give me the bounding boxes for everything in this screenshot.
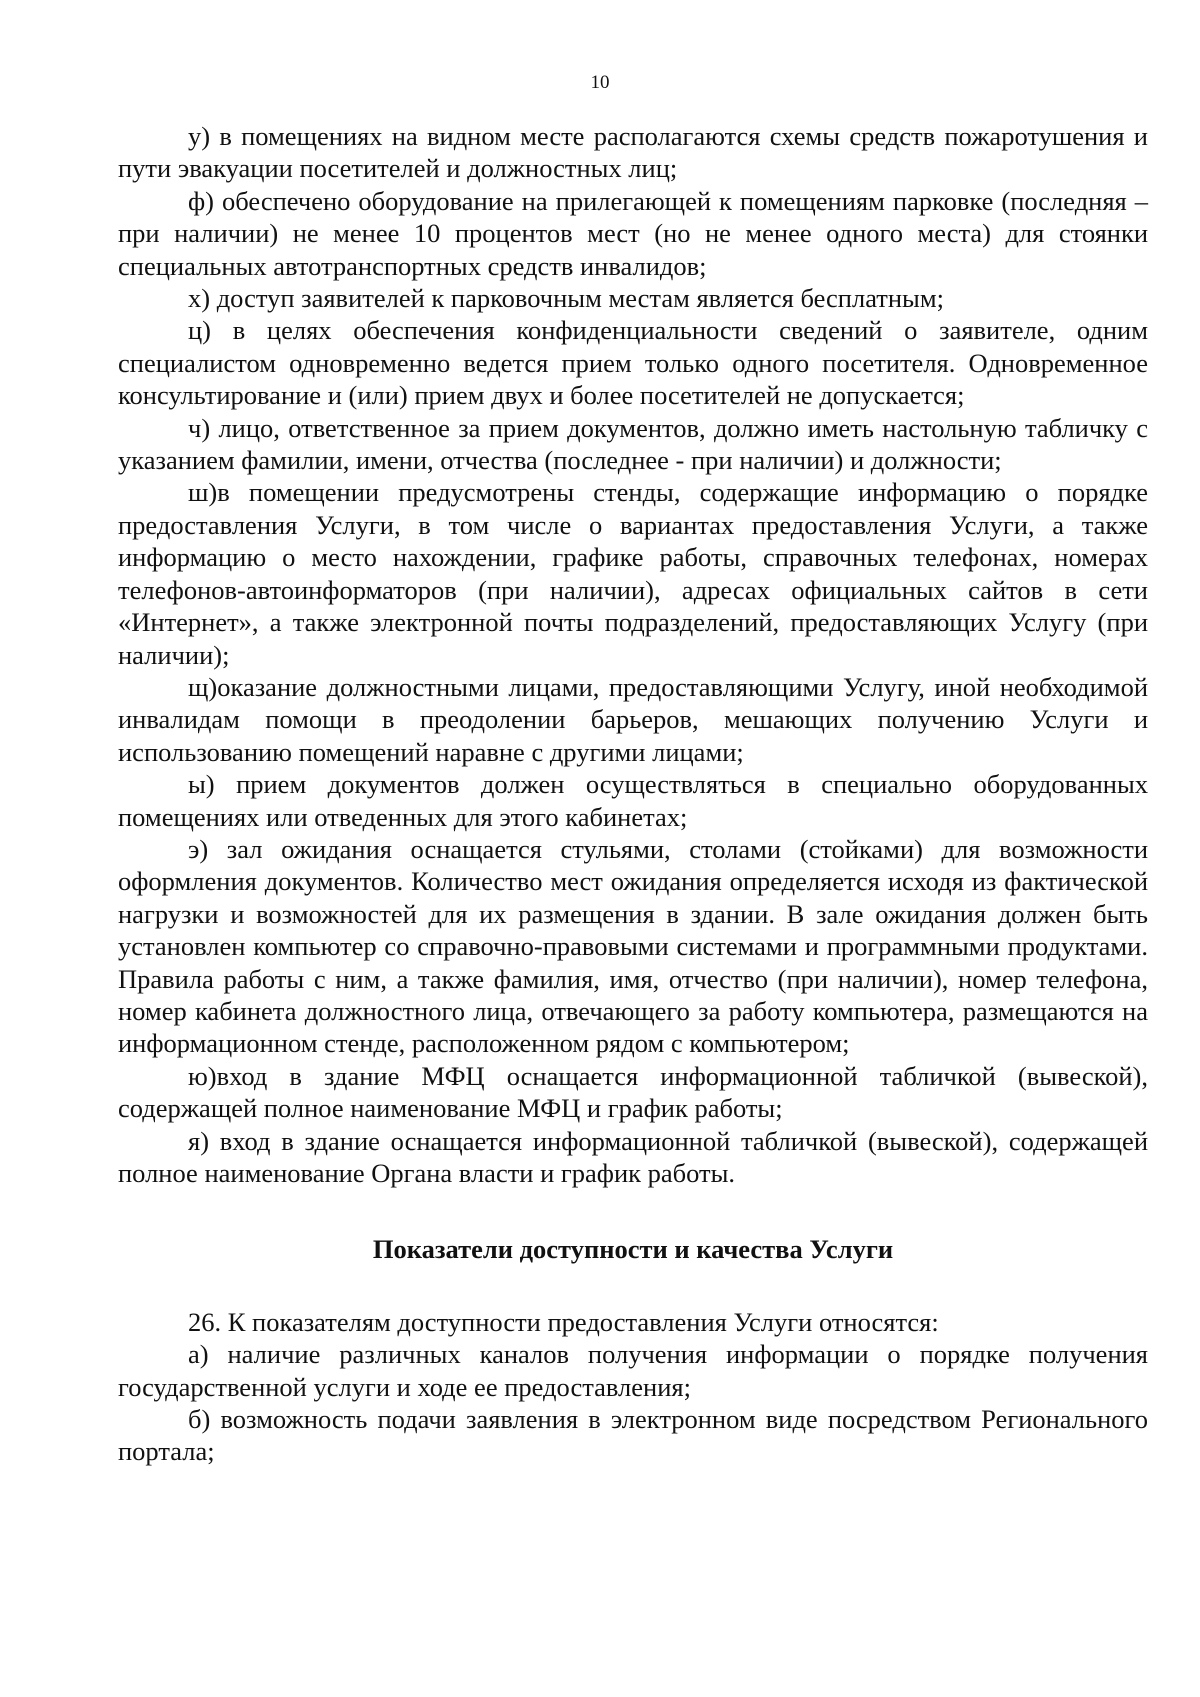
section-heading: Показатели доступности и качества Услуги: [372, 1234, 894, 1265]
paragraph-ya: я) вход в здание оснащается информационной табличкой (вывеской), содержащей полное наименование Органа власти и график работы.: [118, 1125, 1148, 1188]
paragraph-yu: ю)вход в здание МФЦ оснащается информационной табличкой (вывеской), содержащей полное наименование МФЦ и график работы;: [118, 1060, 1148, 1124]
paragraph-shch: щ)оказание должностными лицами, предоставляющими Услугу, иной необходимой инвалидам помощи в преодолении барьеров, мешающих получению Услуги и использованию помещений наравне с другими лицами;: [118, 671, 1148, 767]
paragraph-kh: х) доступ заявителей к парковочным местам является бесплатным;: [188, 283, 944, 314]
paragraph-sh: ш)в помещении предусмотрены стенды, содержащие информацию о порядке предоставления Услуги, в том числе о вариантах предоставления Услуги, а также информацию о место нахождении, графике работы, справочных телефонах, номерах телефонов-автоинформаторов (при наличии), адресах официальных сайтов в сети «Интернет», а также электронной почты подразделений, предоставляющих Услугу (при наличии);: [118, 477, 1148, 670]
paragraph-f: ф) обеспечено оборудование на прилегающей к помещениям парковке (последняя – при наличии) не менее 10 процентов мест (но не менее одного места) для стоянки специальных автотранспортных средств инвалидов;: [118, 185, 1148, 281]
paragraph-a: а) наличие различных каналов получения информации о порядке получения государственной услуги и ходе ее предоставления;: [118, 1339, 1148, 1402]
page-number: 10: [590, 72, 610, 93]
paragraph-y: ы) прием документов должен осуществляться в специально оборудованных помещениях или отведенных для этого кабинетах;: [118, 769, 1148, 832]
paragraph-ch: ч) лицо, ответственное за прием документов, должно иметь настольную табличку с указанием фамилии, имени, отчества (последнее - при наличии) и должности;: [118, 412, 1148, 476]
paragraph-e: э) зал ожидания оснащается стульями, столами (стойками) для возможности оформления документов. Количество мест ожидания определяется исходя из фактической нагрузки и возможностей для их размещения в здании. В зале ожидания должен быть установлен компьютер со справочно-правовыми системами и программными продуктами. Правила работы с ним, а также фамилия, имя, отчество (при наличии), номер телефона, номер кабинета должностного лица, отвечающего за работу компьютера, размещаются на информационном стенде, расположенном рядом с компьютером;: [118, 833, 1148, 1059]
paragraph-26: 26. К показателям доступности предоставления Услуги относятся:: [188, 1306, 939, 1337]
paragraph-ts: ц) в целях обеспечения конфиденциальности сведений о заявителе, одним специалистом одновременно ведется прием только одного посетителя. Одновременное консультирование и (или) прием двух и более посетителей не допускается;: [118, 315, 1148, 411]
document-body: [118, 120, 1148, 1468]
paragraph-u: у) в помещениях на видном месте располагаются схемы средств пожаротушения и пути эвакуации посетителей и должностных лиц;: [118, 121, 1148, 184]
paragraph-b: б) возможность подачи заявления в электронном виде посредством Регионального портала;: [118, 1404, 1148, 1467]
